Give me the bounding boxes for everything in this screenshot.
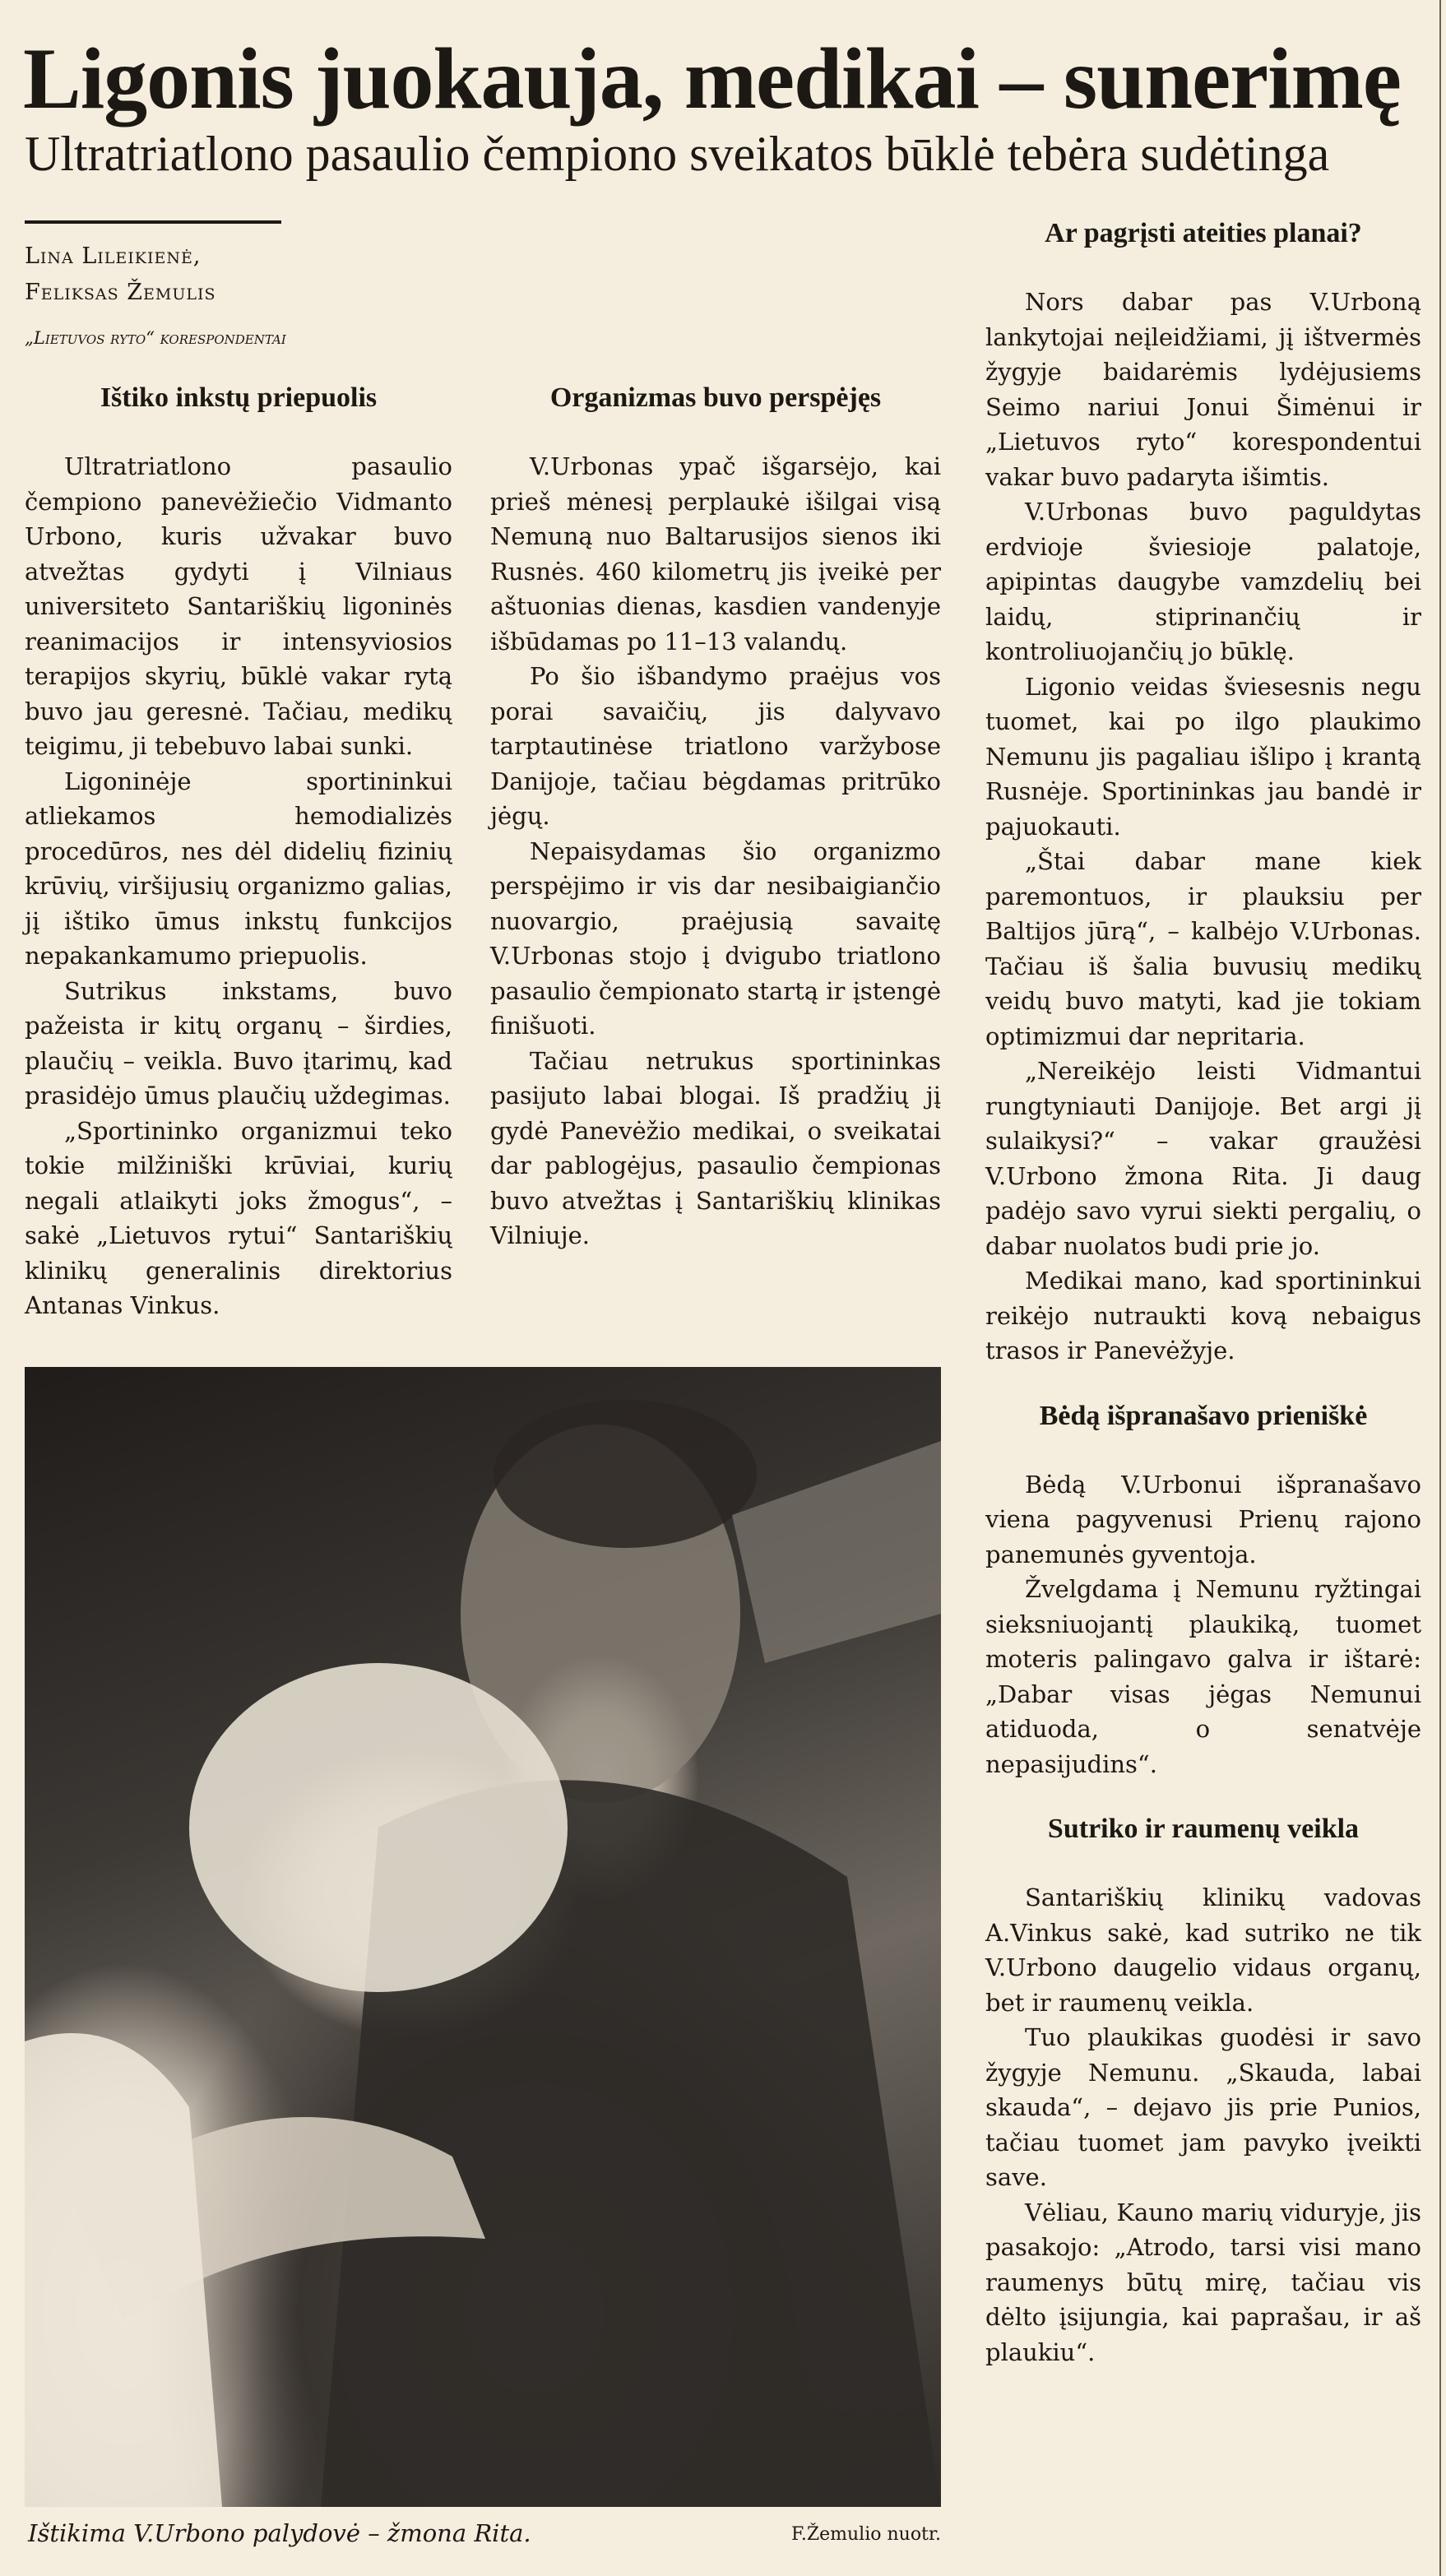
paragraph: Bėdą V.Urbonui išpranašavo viena pagyvenusi Prienų rajono panemunės gyventoja.	[985, 1470, 1421, 1568]
section-heading-muscles: Sutriko ir raumenų veikla	[1047, 1814, 1360, 1844]
byline-rule	[25, 220, 281, 224]
paragraph: Žvelgdama į Nemunu ryžtingai sieksniuojantį plaukiką, tuomet moteris palingavo galva ir ištarė: „Dabar visas jėgas Nemunui atiduoda, o senatvėje nepasijudins“.	[985, 1575, 1421, 1778]
subheadline: Ultratriatlono pasaulio čempiono sveikatos būklė tebėra sudėtinga	[25, 127, 1330, 181]
paragraph: Santariškių klinikų vadovas A.Vinkus sakė, kad sutriko ne tik V.Urbono daugelio vidaus organų, bet ir raumenų veikla.	[985, 1883, 1421, 2017]
paragraph: „Sportininko organizmui teko tokie milžiniški krūviai, kurių negali atlaikyti joks žmogus“, – sakė „Lietuvos rytui“ Santariškių klinikų generalinis direktorius Antanas Vinkus.	[25, 1116, 452, 1319]
paragraph: Tuo plaukikas guodėsi ir savo žygyje Nemunu. „Skauda, labai skauda“, – dejavo jis prie Punios, tačiau tuomet jam pavyko įveikti save.	[985, 2023, 1421, 2191]
background-beam-shape	[732, 1441, 941, 1663]
paragraph: V.Urbonas ypač išgarsėjo, kai prieš mėnesį perplaukė išilgai visą Nemuną nuo Baltarusijos sienos iki Rusnės. 460 kilometrų jis įveikė per aštuonias dienas, kasdien vandenyje išbūdamas po 11–13 valandų.	[490, 452, 941, 656]
section-heading-organism-warned: Organizmas buvo perspėjęs	[549, 382, 882, 413]
section-body-organism-warned	[490, 449, 941, 1253]
photo-shapes	[25, 1367, 941, 2507]
section-heading-prophecy: Bėdą išpranašavo prieniškė	[1039, 1400, 1368, 1431]
woman-shoulder-shape	[25, 2033, 222, 2507]
photo-caption: Ištikima V.Urbono palydovė – žmona Rita.	[28, 2519, 531, 2547]
page-edge	[1439, 0, 1441, 2576]
column-1	[25, 215, 452, 1323]
paragraph: Ligoninėje sportininkui atliekamos hemodializės procedūros, nes dėl didelių fizinių krūvių, viršijusių organizmo galias, jį ištiko ūmus inkstų funkcijos nepakankamumo priepuolis.	[25, 767, 452, 970]
section-body-muscles	[985, 1880, 1421, 2370]
paragraph: Vėliau, Kauno marių viduryje, jis pasakojo: „Atrodo, tarsi visi mano raumenys būtų mirę, tačiau vis dėlto įsijungia, kai paprašau, ir aš plaukiu“.	[985, 2198, 1421, 2366]
paragraph: Ultratriatlono pasaulio čempiono panevėžiečio Vidmanto Urbono, kuris užvakar buvo atvežtas gydyti į Vilniaus universiteto Santariškių ligoninės reanimacijos ir intensyviosios terapijos skyrių, būklė vakar rytą buvo jau geresnė. Tačiau, medikų teigimu, ji tebebuvo labai sunki.	[25, 452, 452, 760]
author-2: Feliksas Žemulis	[25, 280, 216, 305]
column-2	[490, 215, 941, 1253]
author-1: Lina Lileikienė,	[25, 243, 202, 269]
paragraph: Po šio išbandymo praėjus vos porai savaičių, jis dalyvavo tarptautinėse triatlono varžybose Danijoje, tačiau bėgdamas pritrūko jėgų.	[490, 662, 941, 830]
woman-hair-shape	[189, 1663, 568, 1992]
column-3	[985, 215, 1421, 2370]
section-heading-future-plans: Ar pagrįsti ateities planai?	[1045, 218, 1362, 248]
paragraph: Nors dabar pas V.Urboną lankytojai neįleidžiami, jį ištvermės žygyje baidarėmis lydėjusiems Seimo nariui Jonui Šimėnui ir „Lietuvos ryto“ korespondentui vakar buvo padaryta išimtis.	[985, 288, 1421, 491]
photo-credit: F.Žemulio nuotr.	[791, 2524, 941, 2545]
paragraph: Ligonio veidas šviesesnis negu tuomet, kai po ilgo plaukimo Nemunu jis pagaliau išlipo į krantą Rusnėje. Sportininkas jau bandė ir pajuokauti.	[985, 672, 1421, 841]
paragraph: „Nereikėjo leisti Vidmantui rungtyniauti Danijoje. Bet argi jį sulaikysi?“ – vakar graužėsi V.Urbono žmona Rita. Ji daug padėjo savo vyrui siekti pergalių, o dabar nuolatos budi prie jo.	[985, 1057, 1421, 1260]
paragraph: „Štai dabar mane kiek paremontuos, ir plauksiu per Baltijos jūrą“, – kalbėjo V.Urbonas. Tačiau iš šalia buvusių medikų veidų buvo matyti, kad jie tokiam optimizmui dar nepritaria.	[985, 847, 1421, 1050]
paragraph: V.Urbonas buvo paguldytas erdvioje šviesioje palatoje, apipintas daugybe vamzdelių bei laidų, stiprinančių ir kontroliuojančių jo būklę.	[985, 498, 1421, 665]
paragraph: Medikai mano, kad sportininkui reikėjo nutraukti kovą nebaigus trasos ir Panevėžyje.	[985, 1267, 1421, 1364]
man-hair-shape	[494, 1400, 757, 1548]
correspondent-label: „Lietuvos ryto“ korespondentai	[25, 328, 286, 348]
section-body-future-plans	[985, 285, 1421, 1369]
section-body-kidney-attack	[25, 449, 452, 1323]
paragraph: Sutrikus inkstams, buvo pažeista ir kitų organų – širdies, plaučių – veikla. Buvo įtarimų, kad prasidėjo ūmus plaučių uždegimas.	[25, 976, 452, 1110]
paragraph: Nepaisydamas šio organizmo perspėjimo ir vis dar nesibaigiančio nuovargio, praėjusią savaitę V.Urbonas stojo į dvigubo triatlono pasaulio čempionato startą ir įstengė finišuoti.	[490, 836, 942, 1040]
section-heading-kidney-attack: Ištiko inkstų priepuolis	[100, 382, 378, 413]
paragraph: Tačiau netrukus sportininkas pasijuto labai blogai. Iš pradžių jį gydė Panevėžio medikai, o sveikatai dar pablogėjus, pasaulio čempionas buvo atvežtas į Santariškių klinikas Vilniuje.	[490, 1046, 941, 1249]
headline: Ligonis juokauja, medikai – sunerimę	[23, 30, 1401, 127]
section-body-prophecy	[985, 1467, 1421, 1782]
news-photo	[25, 1367, 941, 2507]
